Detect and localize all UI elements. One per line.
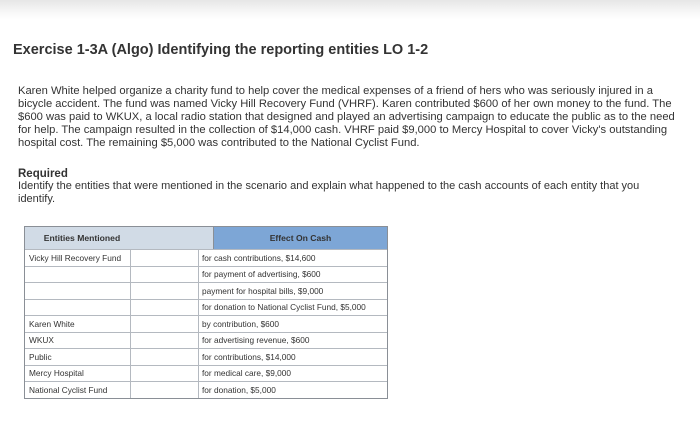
table-row xyxy=(25,315,387,332)
entity-select[interactable]: Karen White xyxy=(25,316,131,332)
increase-decrease-select[interactable] xyxy=(131,283,199,299)
exercise-title: Exercise 1-3A (Algo) Identifying the reporting entities LO 1-2 xyxy=(13,42,429,58)
header-effect: Effect On Cash xyxy=(213,227,387,249)
entity-select[interactable]: WKUX xyxy=(25,333,131,349)
increase-decrease-select[interactable] xyxy=(131,267,199,283)
table-row xyxy=(25,282,387,299)
table-row xyxy=(25,365,387,382)
effect-cell[interactable]: for donation, $5,000 xyxy=(202,384,276,395)
table-row xyxy=(25,348,387,365)
increase-decrease-select[interactable] xyxy=(131,300,199,316)
increase-decrease-select[interactable] xyxy=(131,333,199,349)
increase-decrease-select[interactable] xyxy=(131,382,199,398)
required-heading: Required xyxy=(18,168,68,180)
entity-select[interactable] xyxy=(25,267,131,283)
table-row xyxy=(25,266,387,283)
effect-cell[interactable]: for cash contributions, $14,600 xyxy=(202,252,316,263)
scenario-paragraph: Karen White helped organize a charity fund to help cover the medical expenses of a friend of hers who was seriously injured in a bicycle accident. The fund was named Vicky Hill Recovery Fund (VHRF). Karen contributed $600 of her own money to the fund. The $600 was paid to WKUX, a local radio station that designed and played an advertising campaign to educate the public as to the need for help. The campaign resulted in the collection of $14,000 cash. VHRF paid $9,000 to Mercy Hospital to cover Vicky's outstanding hospital cost. The remaining $5,000 was contributed to the National Cyclist Fund. xyxy=(18,85,675,149)
entity-select[interactable]: Mercy Hospital xyxy=(25,366,131,382)
effect-cell[interactable]: payment for hospital bills, $9,000 xyxy=(202,285,324,296)
table-row xyxy=(25,299,387,316)
entity-select[interactable]: Public xyxy=(25,349,131,365)
increase-decrease-select[interactable] xyxy=(131,366,199,382)
effect-cell[interactable]: by contribution, $600 xyxy=(202,318,280,329)
effect-cell[interactable]: for donation to National Cyclist Fund, $5,000 xyxy=(202,302,366,313)
increase-decrease-select[interactable] xyxy=(131,349,199,365)
table-header xyxy=(25,227,387,249)
table-row xyxy=(25,332,387,349)
entities-table xyxy=(24,226,388,399)
effect-cell[interactable]: for medical care, $9,000 xyxy=(202,368,292,379)
table-row xyxy=(25,249,387,266)
top-shadow xyxy=(0,0,700,20)
header-entities: Entities Mentioned xyxy=(43,233,121,243)
increase-decrease-select[interactable] xyxy=(131,250,199,266)
entity-select[interactable] xyxy=(25,300,131,316)
entity-select[interactable] xyxy=(25,283,131,299)
effect-cell[interactable]: for contributions, $14,000 xyxy=(202,351,296,362)
increase-decrease-select[interactable] xyxy=(131,316,199,332)
header-spacer xyxy=(145,227,213,249)
table-row xyxy=(25,381,387,398)
entity-select[interactable]: National Cyclist Fund xyxy=(25,382,131,398)
effect-cell[interactable]: for advertising revenue, $600 xyxy=(202,335,310,346)
effect-cell[interactable]: for payment of advertising, $600 xyxy=(202,269,321,280)
entity-select[interactable]: Vicky Hill Recovery Fund xyxy=(25,250,131,266)
required-text: Identify the entities that were mentioned in the scenario and explain what happened to the cash accounts of each entity that you identify. xyxy=(18,180,640,205)
